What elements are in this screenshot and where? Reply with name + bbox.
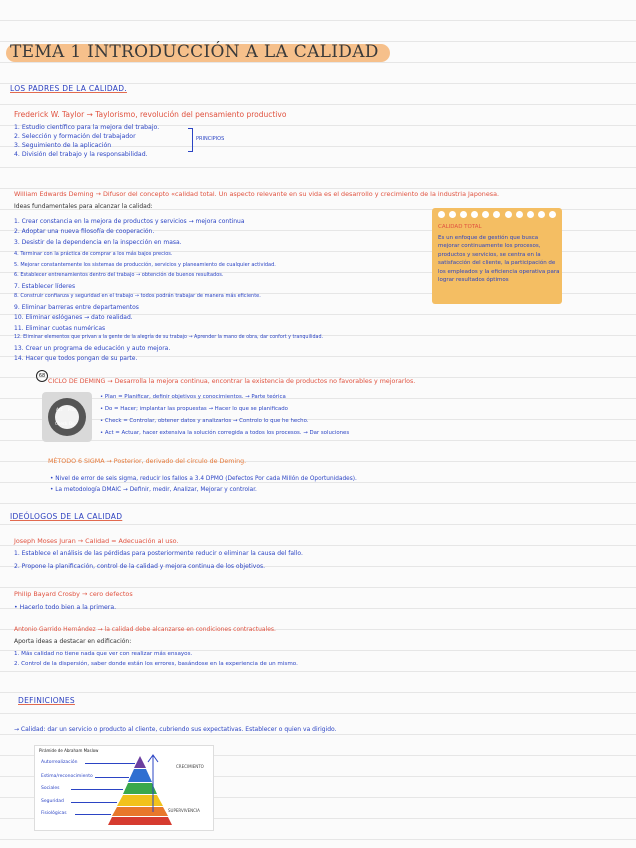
deming-item: 7. Establecer líderes: [14, 283, 76, 290]
deming-item: 4. Terminar con la práctica de comprar a los más bajos precios.: [14, 251, 173, 257]
crosby-item-1: • Hacerlo todo bien a la primera.: [14, 604, 117, 611]
taylor-item-1: 1. Estudio científico para la mejora del trabajo.: [14, 124, 160, 131]
crosby-heading: Philip Bayard Crosby → cero defectos: [14, 590, 133, 598]
pdca-act: Act: [56, 407, 63, 412]
deming-item: 12. Eliminar elementos que privan a la gente de la alegría de su trabajo → Aprender la mano de obra, dar confort y tranquilidad.: [14, 335, 324, 340]
ciclo-plan: • Plan = Planificar, definir objetivos y conocimientos. → Parte teórica: [100, 394, 286, 400]
calidad-total-note: [432, 208, 562, 304]
juran-item-2: 2. Propone la planificación, control de la calidad y mejora continua de los objetivos.: [14, 563, 266, 570]
deming-item: 9. Eliminar barreras entre departamentos: [14, 304, 139, 311]
principios-bracket: [188, 128, 193, 152]
note-holes: [438, 211, 556, 219]
garrido-sub: Aporta ideas a destacar en edificación:: [14, 638, 132, 645]
deming-item: 2. Adoptar una nueva filosofía de cooperación.: [14, 228, 155, 235]
ciclo-check: • Check = Controlar, obtener datos y analizarlos → Controlo lo que he hecho.: [100, 418, 309, 424]
deming-item: 13. Crear un programa de educación y auto mejora.: [14, 345, 171, 352]
pyramid-graphic: [107, 754, 173, 826]
pyramid-level: Sociales: [41, 786, 60, 791]
taylor-heading: Frederick W. Taylor → Taylorismo, revolución del pensamiento productivo: [14, 110, 287, 119]
pdca-check: Check: [55, 421, 68, 426]
taylor-item-2: 2. Selección y formación del trabajador: [14, 133, 136, 140]
taylor-item-4: 4. División del trabajo y la responsabilidad.: [14, 151, 148, 158]
deming-item: 11. Eliminar cuotas numéricas: [14, 325, 106, 332]
ciclo-do: • Do = Hacer; implantar las propuestas → Hacer lo que se planificado: [100, 406, 288, 412]
juran-heading: Joseph Moses Juran → Calidad = Adecuación al uso.: [14, 537, 179, 545]
pyramid-title: Pirámide de Abraham Maslow: [39, 748, 99, 753]
taylor-item-3: 3. Seguimiento de la aplicación: [14, 142, 112, 149]
deming-ideas: Ideas fundamentales para alcanzar la calidad:: [14, 203, 153, 210]
section-definiciones: DEFINICIONES: [18, 696, 75, 705]
pyramid-bottom-label: SUPERVIVENCIA: [168, 808, 200, 813]
pyramid-tier-6: [108, 817, 172, 825]
pyramid-level: Fisiológicas: [41, 811, 67, 816]
calidad-definition: → Calidad: dar un servicio o producto al cliente, cubriendo sus expectativas. Establecer o quien va dirigido.: [14, 726, 337, 733]
pyramid-level: Estima/reconocimiento: [41, 774, 93, 779]
garrido-heading: Antonio Garrido Hernández → la calidad debe alcanzarse en condiciones contractuales.: [14, 626, 276, 633]
juran-item-1: 1. Establece el análisis de las pérdidas para posteriormente reducir o eliminar la causa del fallo.: [14, 550, 303, 557]
deming-item: 5. Mejorar constantemente los sistemas de producción, servicios y planeamiento de cualquier actividad.: [14, 262, 276, 268]
deming-item: 14. Hacer que todos pongan de su parte.: [14, 355, 138, 362]
deming-heading: William Edwards Deming → Difusor del concepto «calidad total. Un aspecto relevante en su vida es el desarrollo y crecimiento de la industria Japonesa.: [14, 190, 500, 198]
sigma-heading: MÉTODO 6 SIGMA → Posterior, derivado del círculo de Deming.: [48, 458, 247, 465]
note-title: CALIDAD TOTAL: [438, 224, 482, 230]
maslow-pyramid: [34, 745, 214, 831]
circled-number: 68: [36, 370, 48, 382]
garrido-item-2: 2. Control de la dispersión, saber donde están los errores, basándose en la experiencia de un mismo.: [14, 661, 298, 667]
pyramid-level: Autorrealización: [41, 760, 78, 765]
pyramid-top-label: CRECIMIENTO: [176, 764, 204, 769]
sigma-item-1: • Nivel de error de seis sigma, reducir los fallos a 3.4 DPMO (Defectos Por cada Millón de Oportunidades).: [50, 476, 357, 482]
page-title: TEMA 1 INTRODUCCIÓN A LA CALIDAD: [10, 42, 379, 62]
deming-item: 10. Eliminar eslóganes → dato realidad.: [14, 314, 133, 321]
pyramid-tier-1: [134, 756, 146, 768]
garrido-item-1: 1. Más calidad no tiene nada que ver con realizar más ensayos.: [14, 651, 193, 657]
pdca-cycle-icon: [42, 392, 92, 442]
growth-arrow-icon: [146, 752, 160, 814]
deming-item: 1. Crear constancia en la mejora de productos y servicios → mejora continua: [14, 218, 245, 225]
pyramid-pointer: [75, 814, 111, 815]
pdca-do: Do: [69, 421, 75, 426]
principios-label: PRINCIPIOS: [196, 136, 225, 142]
ciclo-act: • Act = Actuar, hacer extensiva la solución corregida a todos los procesos. → Dar soluciones: [100, 430, 350, 436]
section-ideologos: IDEÓLOGOS DE LA CALIDAD: [10, 512, 123, 521]
pyramid-level: Seguridad: [41, 799, 64, 804]
section-padres: LOS PADRES DE LA CALIDAD.: [10, 84, 127, 93]
ciclo-heading: CICLO DE DEMING → Desarrolla la mejora continua, encontrar la existencia de productos no favorables y mejorarlos.: [48, 378, 416, 385]
deming-item: 3. Desistir de la dependencia en la inspección en masa.: [14, 239, 182, 246]
sigma-item-2: • La metodología DMAIC → Definir, medir, Analizar, Mejorar y controlar.: [50, 487, 257, 493]
deming-item: 6. Establecer entrenamientos dentro del trabajo → obtención de buenos resultados.: [14, 272, 224, 278]
pdca-plan: Plan: [68, 407, 77, 412]
deming-item: 8. Construir confianza y seguridad en el trabajo → todos podrán trabajar de manera más eficiente.: [14, 293, 261, 299]
note-body: Es un enfoque de gestión que busca mejorar continuamente los procesos, productos y servicios, se centra en la satisfacción del cliente, la participación de los empleados y la eficiencia operativa para lograr resultados óptimos: [438, 235, 560, 284]
